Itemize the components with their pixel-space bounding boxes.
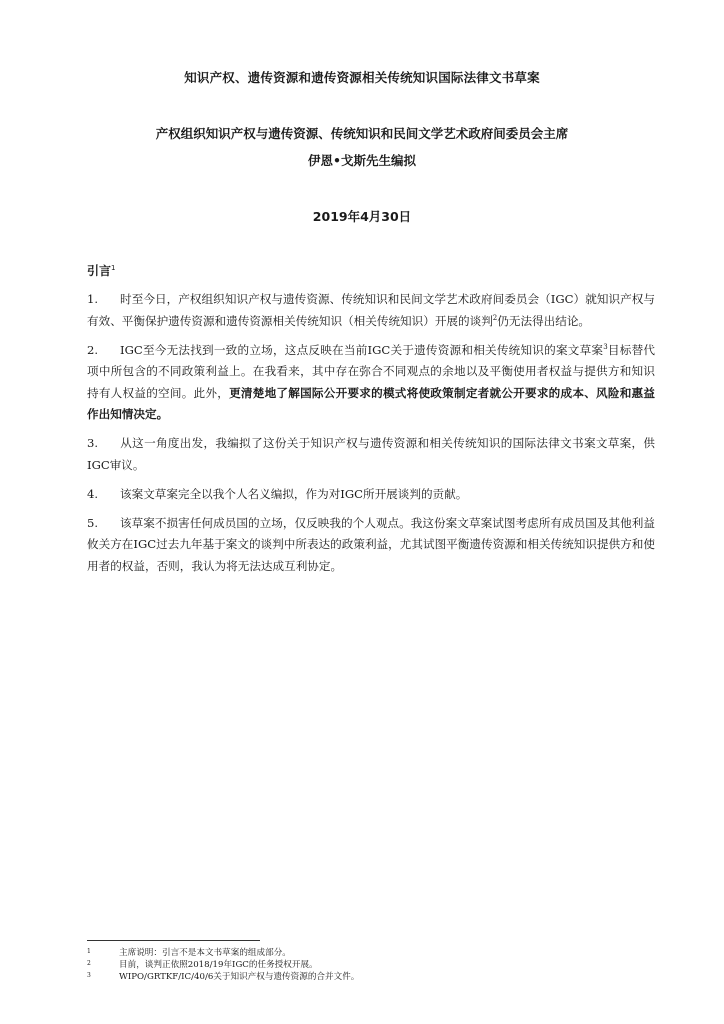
paragraph-number: 4. [87, 486, 99, 501]
paragraph-text-cont: 仍无法得出结论。 [497, 313, 591, 328]
footnote-1 [87, 947, 657, 959]
paragraph-text: IGC至今无法找到一致的立场，这点反映在当前IGC关于遗传资源和相关传统知识的案文草案 [120, 342, 604, 357]
footnote-ref-1[interactable]: 1 [111, 264, 116, 272]
footnote-text: 主席说明：引言不是本文书草案的组成部分。 [119, 948, 291, 958]
document-title: 知识产权、遗传资源和遗传资源相关传统知识国际法律文书草案 [184, 70, 540, 85]
paragraph-text: 该案文草案完全以我个人名义编拟，作为对IGC所开展谈判的贡献。 [120, 486, 468, 501]
footnote-3 [87, 971, 657, 983]
paragraph-number: 5. [87, 515, 99, 530]
footnote-text: WIPO/GRTKF/IC/40/6关于知识产权与遗传资源的合并文件。 [119, 972, 360, 982]
paragraph-number: 3. [87, 436, 99, 450]
footnote-number: 2 [87, 960, 91, 967]
paragraph-bold-text: 更清楚地了解国际公开要求的模式将使政策制定者就公开要求的成本、风险和惠益作出知情决定。 [87, 385, 655, 421]
footnote-text: 目前，谈判正依照2018/19年IGC的任务授权开展。 [119, 960, 318, 970]
document-date: 2019年4月30日 [312, 209, 412, 224]
document-subtitle-author: 伊恩•戈斯先生编拟 [308, 153, 416, 168]
paragraph-text: 从这一角度出发，我编拟了这份关于知识产权与遗传资源和相关传统知识的国际法律文书案文草案，供IGC审议。 [87, 436, 655, 472]
paragraph-number: 1. [87, 292, 99, 306]
footnote-number: 1 [87, 948, 91, 955]
paragraph-text: 该草案不损害任何成员国的立场，仅反映我的个人观点。我这份案文草案试图考虑所有成员国及其他利益攸关方在IGC过去九年基于案文的谈判中所表达的政策利益，尤其试图平衡遗传资源和相关传统知识提供方和使用者的权益，否则，我认为将无法达成互利协定。 [87, 515, 655, 573]
paragraph-3 [87, 433, 655, 476]
footnote-number: 3 [87, 972, 91, 979]
section-heading-introduction [87, 262, 115, 279]
footnote-ref-3[interactable]: 3 [603, 342, 608, 351]
footnotes [87, 947, 657, 983]
paragraph-5 [87, 513, 655, 578]
paragraph-1 [87, 289, 655, 332]
document-subtitle-committee: 产权组织知识产权与遗传资源、传统知识和民间文学艺术政府间委员会主席 [155, 126, 569, 141]
heading-text: 引言 [87, 264, 112, 278]
footnote-2 [87, 959, 657, 971]
paragraph-number: 2. [87, 342, 99, 357]
body-text [87, 289, 655, 585]
paragraph-4 [87, 484, 655, 506]
paragraph-text-cont: 目标替代项中所包含的不同政策利益上。在我看来，其中存在弥合不同观点的余地以及平衡使用者权益与提供方和知识持有人权益的空间。此外， [87, 342, 655, 400]
paragraph-2 [87, 340, 655, 426]
paragraph-text: 时至今日，产权组织知识产权与遗传资源、传统知识和民间文学艺术政府间委员会（IGC）就知识产权与有效、平衡保护遗传资源和遗传资源相关传统知识（相关传统知识）开展的谈判 [87, 292, 655, 328]
footnote-separator [87, 940, 260, 941]
footnote-ref-2[interactable]: 2 [492, 313, 498, 322]
